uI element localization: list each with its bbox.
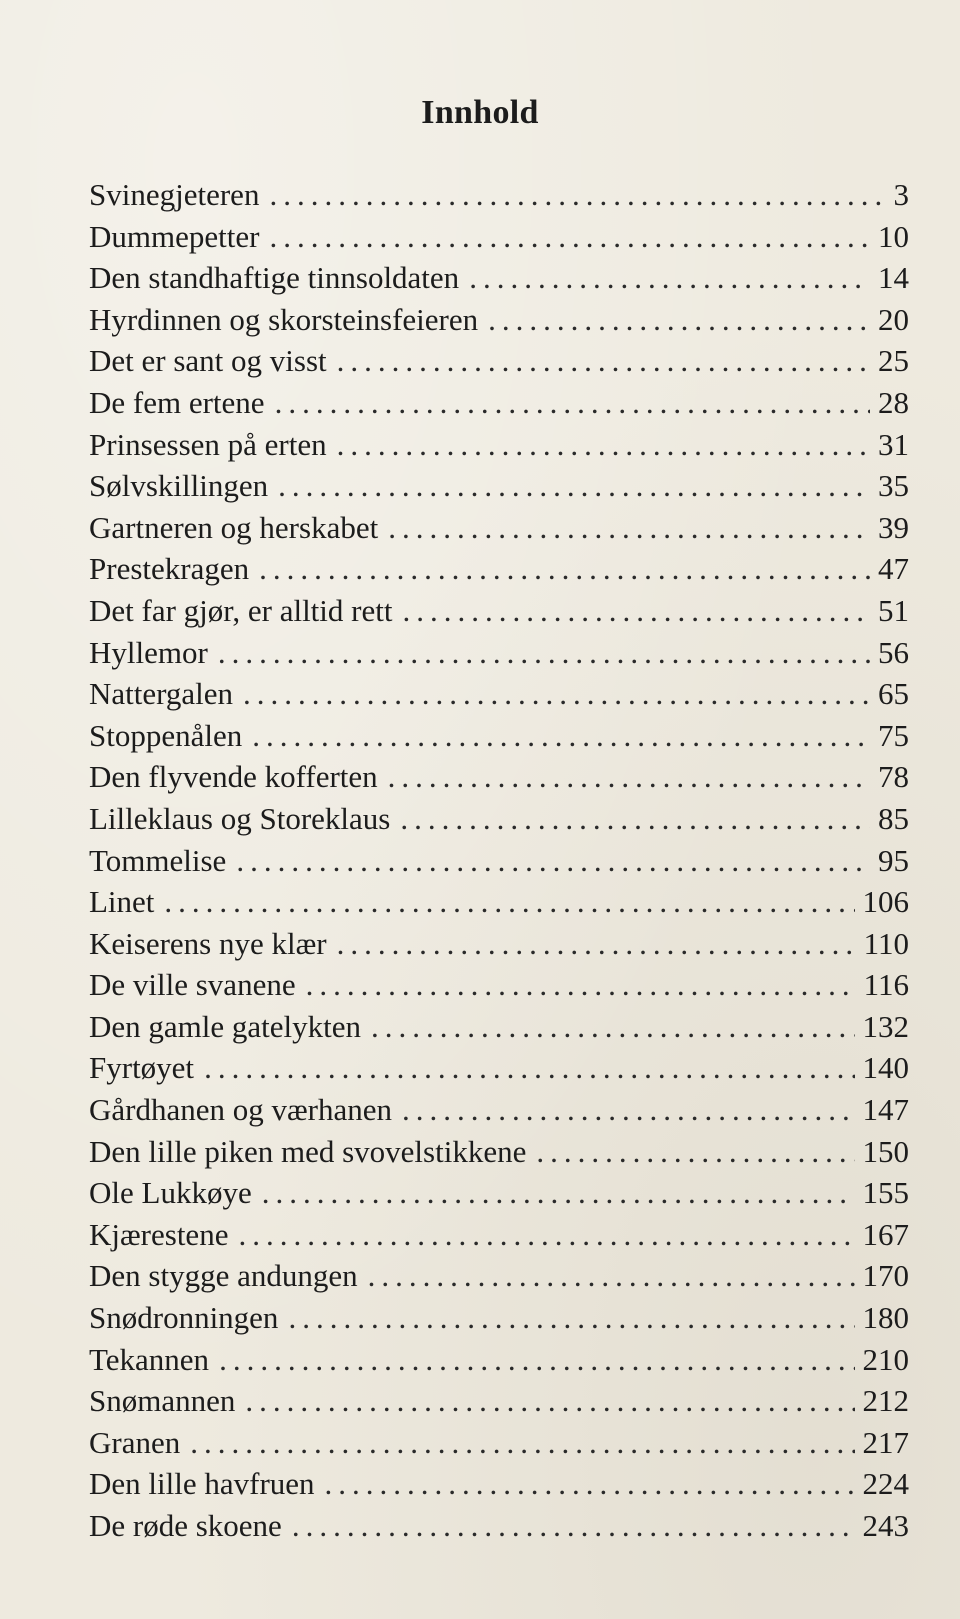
entry-title: Den standhaftige tinnsoldaten bbox=[89, 260, 460, 296]
dot-leader bbox=[204, 1047, 854, 1089]
toc-entry bbox=[89, 382, 909, 424]
dot-leader bbox=[288, 1297, 854, 1339]
dot-leader bbox=[262, 1172, 855, 1214]
toc-entry bbox=[89, 881, 909, 923]
entry-title: Prinsessen på erten bbox=[89, 426, 327, 462]
entry-page-number: 56 bbox=[878, 634, 909, 670]
entry-page-number: 116 bbox=[863, 967, 909, 1003]
toc-entry bbox=[89, 1422, 909, 1464]
entry-title: Den gamle gatelykten bbox=[89, 1008, 362, 1044]
toc-entry bbox=[89, 507, 909, 549]
toc-entry bbox=[89, 340, 909, 382]
entry-title: De røde skoene bbox=[89, 1508, 282, 1543]
entry-page-number: 65 bbox=[878, 676, 909, 712]
entry-title: Keiserens nye klær bbox=[89, 925, 327, 961]
toc-entry bbox=[89, 923, 909, 965]
dot-leader bbox=[388, 507, 870, 549]
dot-leader bbox=[164, 881, 854, 923]
entry-page-number: 20 bbox=[878, 301, 909, 337]
entry-title: Dummepetter bbox=[89, 218, 260, 254]
dot-leader bbox=[259, 548, 870, 590]
entry-title: Sølvskillingen bbox=[89, 468, 269, 504]
entry-page-number: 14 bbox=[878, 260, 909, 296]
entry-title: Kjærestene bbox=[89, 1216, 229, 1252]
entry-title: Gårdhanen og værhanen bbox=[89, 1092, 393, 1128]
dot-leader bbox=[337, 340, 870, 382]
entry-page-number: 106 bbox=[862, 884, 909, 920]
toc-entry bbox=[89, 964, 909, 1006]
toc-entry bbox=[89, 1297, 909, 1339]
toc-entry bbox=[89, 632, 909, 674]
entry-page-number: 110 bbox=[863, 925, 909, 961]
entry-page-number: 180 bbox=[862, 1300, 909, 1336]
dot-leader bbox=[236, 840, 870, 882]
entry-title: Det far gjør, er alltid rett bbox=[89, 592, 393, 628]
entry-page-number: 28 bbox=[878, 384, 909, 420]
entry-title: Ole Lukkøye bbox=[89, 1175, 252, 1211]
toc-entry bbox=[89, 1131, 909, 1173]
entry-page-number: 75 bbox=[878, 717, 909, 753]
toc-entry bbox=[89, 590, 909, 632]
dot-leader bbox=[275, 382, 870, 424]
dot-leader bbox=[402, 590, 870, 632]
entry-page-number: 25 bbox=[878, 343, 909, 379]
entry-title: Tommelise bbox=[89, 842, 227, 878]
entry-page-number: 85 bbox=[878, 800, 909, 836]
toc-entry bbox=[89, 1463, 909, 1505]
entry-page-number: 51 bbox=[878, 592, 909, 628]
entry-page-number: 10 bbox=[878, 218, 909, 254]
entry-page-number: 35 bbox=[878, 468, 909, 504]
page-title: Innhold bbox=[421, 94, 539, 131]
entry-title: Snødronningen bbox=[89, 1300, 279, 1336]
entry-title: Linet bbox=[89, 884, 155, 920]
dot-leader bbox=[368, 1255, 855, 1297]
entry-page-number: 217 bbox=[862, 1424, 909, 1460]
toc-entry bbox=[89, 216, 909, 258]
dot-leader bbox=[278, 465, 870, 507]
entry-title: Den lille piken med svovelstikkene bbox=[89, 1133, 527, 1169]
entry-title: De ville svanene bbox=[89, 967, 296, 1003]
toc-entry bbox=[89, 715, 909, 757]
toc-entry bbox=[89, 1339, 909, 1381]
dot-leader bbox=[536, 1131, 854, 1173]
entry-page-number: 210 bbox=[862, 1341, 909, 1377]
entry-page-number: 224 bbox=[862, 1466, 909, 1502]
dot-leader bbox=[218, 632, 870, 674]
dot-leader bbox=[306, 964, 856, 1006]
entry-page-number: 150 bbox=[862, 1133, 909, 1169]
entry-title: Lilleklaus og Storeklaus bbox=[89, 800, 391, 836]
entry-title: Den stygge andungen bbox=[89, 1258, 358, 1294]
toc-entry bbox=[89, 257, 909, 299]
dot-leader bbox=[371, 1006, 854, 1048]
entry-title: Hyllemor bbox=[89, 634, 208, 670]
entry-title: Fyrtøyet bbox=[89, 1050, 195, 1086]
toc-entry bbox=[89, 465, 909, 507]
entry-page-number: 155 bbox=[862, 1175, 909, 1211]
entry-page-number: 147 bbox=[862, 1092, 909, 1128]
entry-page-number: 39 bbox=[878, 509, 909, 545]
entry-page-number: 212 bbox=[862, 1383, 909, 1419]
dot-leader bbox=[325, 1463, 855, 1505]
entry-page-number: 95 bbox=[878, 842, 909, 878]
dot-leader bbox=[488, 299, 870, 341]
entry-title: De fem ertene bbox=[89, 384, 265, 420]
dot-leader bbox=[245, 1380, 854, 1422]
entry-page-number: 132 bbox=[862, 1008, 909, 1044]
entry-page-number: 167 bbox=[862, 1216, 909, 1252]
dot-leader bbox=[238, 1214, 854, 1256]
dot-leader bbox=[292, 1505, 855, 1547]
toc-entry bbox=[89, 1214, 909, 1256]
toc-entry bbox=[89, 174, 909, 216]
entry-title: Den lille havfruen bbox=[89, 1466, 315, 1502]
dot-leader bbox=[219, 1339, 854, 1381]
toc-entry bbox=[89, 1047, 909, 1089]
toc-entry bbox=[89, 299, 909, 341]
dot-leader bbox=[400, 798, 870, 840]
dot-leader bbox=[252, 715, 870, 757]
entry-title: Svinegjeteren bbox=[89, 177, 260, 212]
dot-leader bbox=[337, 424, 870, 466]
dot-leader bbox=[388, 756, 870, 798]
entry-title: Nattergalen bbox=[89, 676, 234, 712]
dot-leader bbox=[269, 216, 870, 258]
entry-page-number: 31 bbox=[878, 426, 909, 462]
toc-entry bbox=[89, 1255, 909, 1297]
dot-leader bbox=[243, 673, 870, 715]
toc-entry bbox=[89, 673, 909, 715]
toc-entry bbox=[89, 1380, 909, 1422]
toc-entry bbox=[89, 840, 909, 882]
dot-leader bbox=[269, 174, 881, 216]
toc-entry bbox=[89, 798, 909, 840]
entry-title: Stoppenålen bbox=[89, 717, 243, 753]
dot-leader bbox=[337, 923, 856, 965]
table-of-contents bbox=[89, 174, 909, 1547]
dot-leader bbox=[469, 257, 870, 299]
entry-title: Det er sant og visst bbox=[89, 343, 327, 379]
entry-page-number: 243 bbox=[862, 1508, 909, 1543]
entry-page-number: 3 bbox=[893, 177, 909, 212]
entry-title: Den flyvende kofferten bbox=[89, 759, 378, 795]
dot-leader bbox=[402, 1089, 854, 1131]
toc-entry bbox=[89, 1505, 909, 1547]
entry-title: Gartneren og herskabet bbox=[89, 509, 379, 545]
toc-entry bbox=[89, 548, 909, 590]
entry-title: Granen bbox=[89, 1424, 181, 1460]
entry-title: Hyrdinnen og skorsteinsfeieren bbox=[89, 301, 479, 337]
dot-leader bbox=[190, 1422, 854, 1464]
entry-page-number: 78 bbox=[878, 759, 909, 795]
toc-entry bbox=[89, 1172, 909, 1214]
entry-title: Snømannen bbox=[89, 1383, 236, 1419]
toc-entry bbox=[89, 1089, 909, 1131]
entry-page-number: 170 bbox=[862, 1258, 909, 1294]
entry-page-number: 47 bbox=[878, 551, 909, 587]
toc-entry bbox=[89, 424, 909, 466]
entry-title: Tekannen bbox=[89, 1341, 210, 1377]
entry-page-number: 140 bbox=[862, 1050, 909, 1086]
toc-entry bbox=[89, 756, 909, 798]
entry-title: Prestekragen bbox=[89, 551, 250, 587]
toc-entry bbox=[89, 1006, 909, 1048]
